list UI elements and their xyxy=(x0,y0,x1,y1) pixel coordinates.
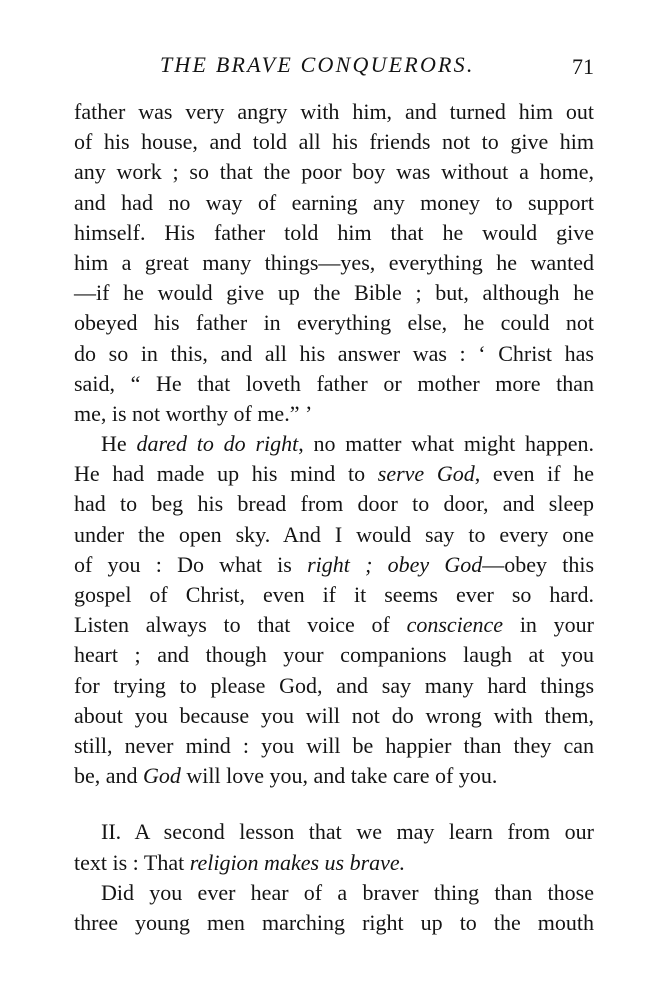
paragraph xyxy=(74,817,594,877)
text-line: and had no way of earning any money to support xyxy=(74,189,594,215)
text-line: He dared to do right, no matter what might happen. xyxy=(101,431,594,457)
text-line: do so in this, and all his answer was : ‘ Christ has xyxy=(74,340,594,366)
text-line: He had made up his mind to serve God, even if he xyxy=(74,461,594,487)
paragraph xyxy=(74,429,594,791)
page-number: 71 xyxy=(572,54,594,79)
text-line: under the open sky. And I would say to every one xyxy=(74,521,594,547)
text-line: had to beg his bread from door to door, and sleep xyxy=(74,491,594,517)
text-line: for trying to please God, and say many hard things xyxy=(74,672,594,698)
text-line: text is : That religion makes us brave. xyxy=(74,849,406,875)
text-line: said, “ He that loveth father or mother more than xyxy=(74,370,594,396)
text-line: of you : Do what is right ; obey God—obey this xyxy=(74,551,594,577)
text-line: me, is not worthy of me.” ’ xyxy=(74,400,313,426)
text-line: be, and God will love you, and take care of you. xyxy=(74,763,498,789)
italic-emphasis: dared to do right xyxy=(136,431,299,457)
section-spacer xyxy=(74,791,594,817)
text-line: Listen always to that voice of conscience in your xyxy=(74,612,594,638)
italic-emphasis: conscience xyxy=(406,612,504,638)
text-line: heart ; and though your companions laugh at you xyxy=(74,642,594,668)
paragraph xyxy=(74,97,594,429)
text-line: himself. His father told him that he would give xyxy=(74,219,594,245)
text-line: father was very angry with him, and turned him out xyxy=(74,99,594,124)
text-line: about you because you will not do wrong with them, xyxy=(74,702,594,728)
text-line: any work ; so that the poor boy was without a home, xyxy=(74,159,594,185)
text-line: gospel of Christ, even if it seems ever so hard. xyxy=(74,582,594,607)
text-line: him a great many things—yes, everything he wanted xyxy=(74,249,594,275)
page-header xyxy=(74,48,594,82)
italic-emphasis: serve God xyxy=(377,461,475,487)
body-text xyxy=(74,97,594,938)
italic-emphasis: religion makes us brave. xyxy=(189,849,406,875)
text-line: of his house, and told all his friends not to give him xyxy=(74,129,594,155)
text-line: II. A second lesson that we may learn from our xyxy=(101,819,594,845)
italic-emphasis: God xyxy=(143,763,181,789)
italic-emphasis: right ; obey God xyxy=(307,551,483,577)
text-line: still, never mind : you will be happier than they can xyxy=(74,732,594,758)
paragraph xyxy=(74,878,594,938)
text-line: —if he would give up the Bible ; but, although he xyxy=(74,280,594,306)
text-line: obeyed his father in everything else, he could not xyxy=(74,310,594,336)
text-line: Did you ever hear of a braver thing than those xyxy=(101,879,594,905)
running-title: THE BRAVE CONQUERORS. xyxy=(160,52,475,77)
text-line: three young men marching right up to the mouth xyxy=(74,909,594,935)
